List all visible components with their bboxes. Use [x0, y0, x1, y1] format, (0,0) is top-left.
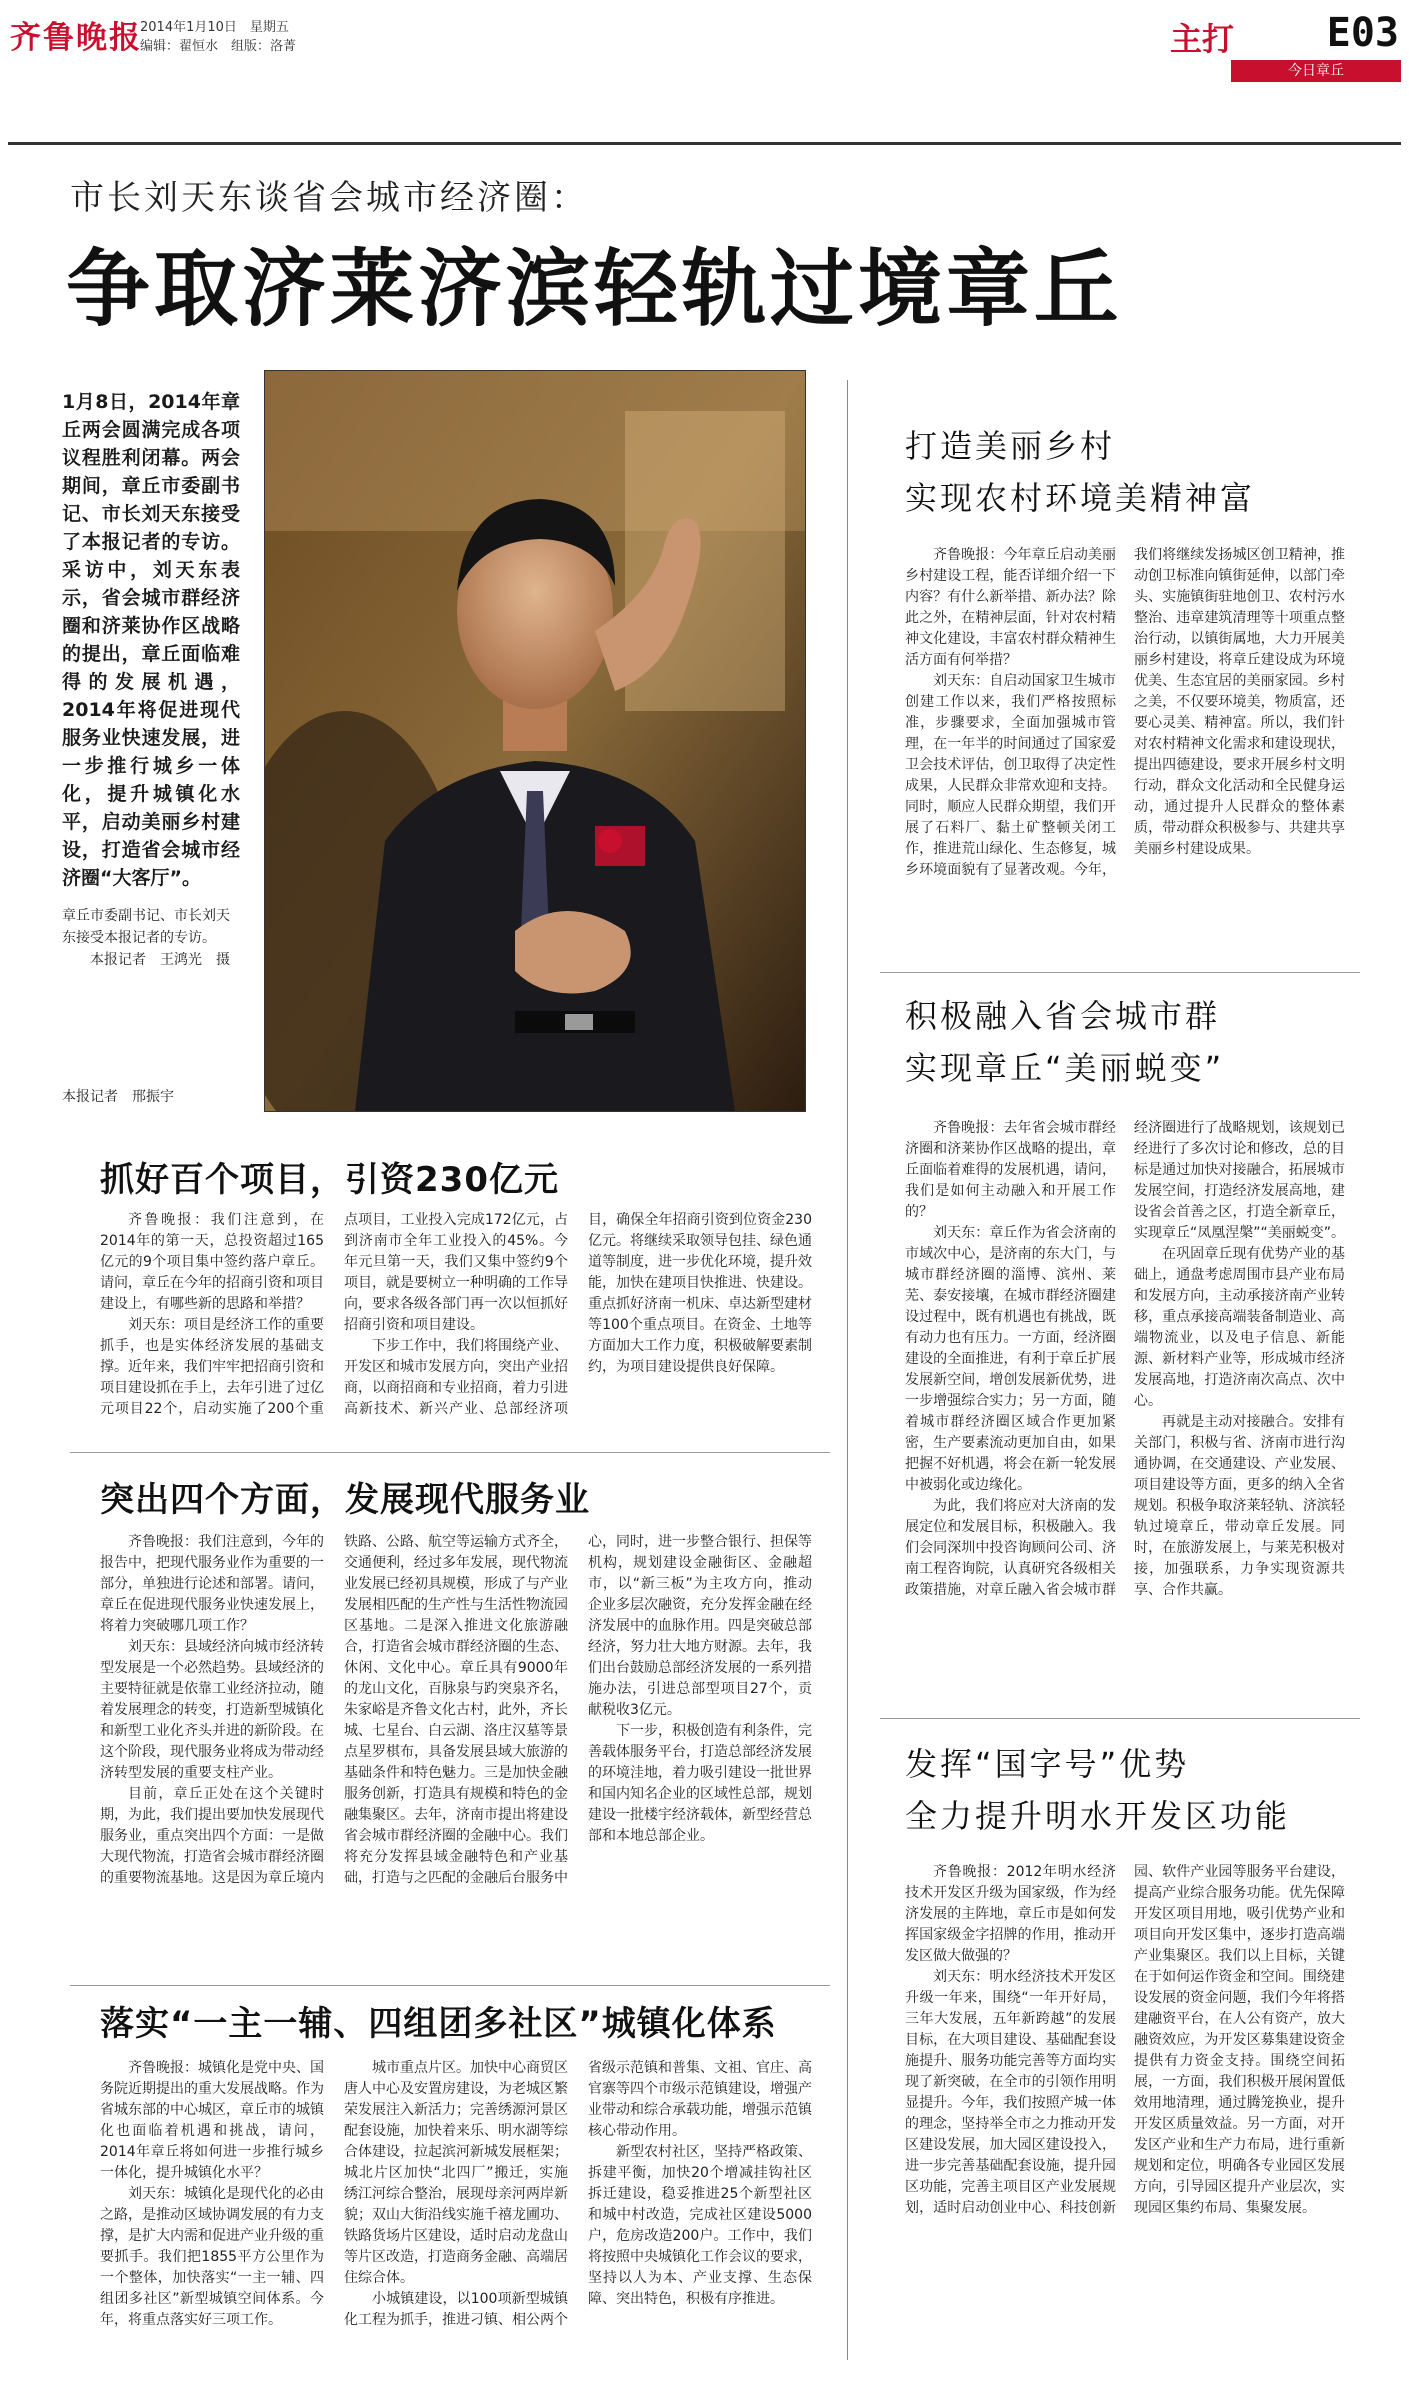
masthead — [0, 0, 1409, 80]
section-divider — [70, 1985, 830, 1986]
kicker: 市长刘天东谈省会城市经济圈： — [70, 178, 588, 218]
section-label: 主打 — [1169, 20, 1234, 58]
date-line: 2014年1月10日 星期五 — [140, 20, 289, 35]
paragraph: 城市重点片区。加快中心商贸区唐人中心及安置房建设，为老城区繁荣发展注入新活力；完善绣源河景区配套设施，加快着来乐、明水湖等综合体建设，拉起滨河新城发展框架；城北片区加快“北四厂”搬迁，实施绣江河综合整治，展现母亲河两岸新貌；双山大街沿线实施千禧龙圃功、铁路货场片区建设，适时启动龙盘山等片区改造，打造商务金融、高端居住综合体。 — [344, 2060, 568, 2286]
section-heading-services: 突出四个方面，发展现代服务业 — [100, 1480, 590, 1520]
section-heading-urbanization: 落实“一主一辅、四组团多社区”城镇化体系 — [100, 2004, 777, 2044]
section-heading-devzone — [905, 1738, 1290, 1842]
paragraph: 再就是主动对接融合。安排有关部门，积极与省、济南市进行沟通协调，在交通建设、产业发展、项目建设等方面，更多的纳入全省规划。积极争取济莱轻轨、济滨轻轨过境章丘，带动章丘发展。同时，在旅游发展上，与莱芜积极对接，加强联系，力争实现资源共享、合作共赢。 — [1134, 1414, 1345, 1598]
paragraph: 为此，我们将应对大济南的发展定位和发展目标，积极融入。我们会同深圳中投咨询顾问公司、济南工程咨询院，认真研究各级相关政策措施，对章丘融入省会城市群经济圈进行了战略规划，该规划已经进行了多次讨论和修改，总的目标是通过加快对接融合，拓展城市发展空间，打造经济发展高地，建设省会首善之区，打造全新章丘，实现章丘“凤凰涅槃”“美丽蜕变”。 — [905, 1120, 1345, 1598]
paragraph: 下一步，积极创造有利条件，完善载体服务平台，打造总部经济发展的环境洼地，着力吸引建设一批世界和国内知名企业的区域性总部，规划建设一批楼宇经济载体，新型经营总部和本地总部企业。 — [588, 1723, 812, 1844]
section-divider — [880, 1718, 1360, 1719]
paragraph: 齐鲁晚报：我们注意到，在2014年的第一天，总投资超过165亿元的9个项目集中签约落户章丘。请问，章丘在今年的招商引资和项目建设上，有哪些新的思路和举措？ — [100, 1212, 324, 1312]
page-number: E03 — [1326, 10, 1399, 56]
paragraph: 刘天东：城镇化是现代化的必由之路，是推动区域协调发展的有力支撑，是扩大内需和促进产业升级的重要抓手。我们把1855平方公里作为一个整体，加快落实“一主一辅、四组团多社区”新型城镇空间体系。今年，将重点落实好三项工作。 — [100, 2186, 324, 2328]
section-heading-line: 积极融入省会城市群 — [905, 997, 1221, 1035]
section-body-village — [905, 545, 1345, 955]
paragraph: 齐鲁晚报：今年章丘启动美丽乡村建设工程，能否详细介绍一下内容？有什么新举措、新办法？除此之外，在精神层面，针对农村精神文化建设，丰富农村群众精神生活方面有何举措？ — [905, 547, 1116, 668]
photo-caption-text: 章丘市委副书记、市长刘天东接受本报记者的专访。 — [62, 908, 230, 946]
section-divider — [880, 972, 1360, 973]
photo-illustration — [265, 371, 805, 1111]
section-heading-line: 发挥“国字号”优势 — [905, 1745, 1190, 1783]
section-body-services — [100, 1532, 812, 1972]
section-body-urbanization — [100, 2058, 812, 2363]
paragraph: 在巩固章丘现有优势产业的基础上，通盘考虑周围市县产业布局和发展方向，主动承接济南产业转移，重点承接高端装备制造业、高端物流业，以及电子信息、新能源、新材料产业等，形成城市经济发展高地，打造济南次高点、次中心。 — [1134, 1246, 1345, 1409]
paragraph: 下步工作中，我们将围绕产业、开发区和城市发展方向，突出产业招商，以商招商和专业招商，着力引进高新技术、新兴产业、总部经济项目，确保全年招商引资到位资金230亿元。将继续采取领导包挂、绿色通道等制度，进一步优化环境，提升效能，加快在建项目快推进、快建设。重点抓好济南一机床、卓达新型建材等100个重点项目。在资金、土地等方面加大工作力度，积极破解要素制约，为项目建设提供良好保障。 — [344, 1212, 812, 1417]
paragraph: 小城镇建设，以100项新型城镇化工程为抓手，推进刁镇、相公两个省级示范镇和普集、文祖、官庄、高官寨等四个市级示范镇建设，增强产业带动和综合承载功能，增强示范镇核心带动作用。 — [344, 2060, 812, 2328]
section-body-projects — [100, 1210, 812, 1436]
interview-photo — [264, 370, 806, 1112]
photo-caption — [62, 905, 240, 971]
paragraph: 刘天东：项目是经济工作的重要抓手，也是实体经济发展的基础支撑。近年来，我们牢牢把招商引资和项目建设抓在手上，去年引进了过亿元项目22个，启动实施了200个重点项目，工业投入完成172亿元，占到济南市全年工业投入的45%。今年元旦第一天，我们又集中签约9个项目，就是要树立一种明确的工作导向，要求各级各部门再一次以恒抓好招商引资和项目建设。 — [100, 1212, 568, 1417]
paragraph: 齐鲁晚报：去年省会城市群经济圈和济莱协作区战略的提出，章丘面临着难得的发展机遇，请问，我们是如何主动融入和开展工作的？ — [905, 1120, 1116, 1220]
paragraph: 刘天东：县域经济向城市经济转型发展是一个必然趋势。县域经济的主要特征就是依靠工业经济拉动，随着发展理念的转变，打造新型城镇化和新型工业化齐头并进的新阶段。在这个阶段，现代服务业将成为带动经济转型发展的重要支柱产业。 — [100, 1639, 324, 1781]
paragraph: 新型农村社区，坚持严格政策、拆建平衡，加快20个增减挂钩社区拆迁建设，稳妥推进25个新型社区和城中村改造，完成社区建设5000户，危房改造200户。工作中，我们将按照中央城镇化工作会议的要求，坚持以人为本、产业支撑、生态保障、突出特色，积极有序推进。 — [588, 2144, 812, 2307]
section-heading-line: 打造美丽乡村 — [905, 427, 1116, 465]
paragraph: 齐鲁晚报：我们注意到，今年的报告中，把现代服务业作为重要的一部分，单独进行论述和部署。请问，章丘在促进现代服务业快速发展上，将着力突破哪几项工作？ — [100, 1534, 324, 1634]
section-body-integration — [905, 1118, 1345, 1708]
top-rule — [8, 142, 1401, 145]
section-heading-integration — [905, 990, 1224, 1094]
reporter-credit: 本报记者 邢振宇 — [62, 1089, 174, 1105]
section-heading-village — [905, 420, 1255, 524]
paragraph: 齐鲁晚报：城镇化是党中央、国务院近期提出的重大发展战略。作为省城东部的中心城区，章丘市的城镇化也面临着机遇和挑战，请问，2014年章丘将如何进一步推行城乡一体化，提升城镇化水平？ — [100, 2060, 324, 2181]
section-heading-projects: 抓好百个项目，引资230亿元 — [100, 1160, 559, 1200]
newspaper-logo: 齐鲁晚报 — [10, 20, 142, 56]
section-heading-line: 实现章丘“美丽蜕变” — [905, 1049, 1225, 1087]
paragraph: 刘天东：明水经济技术开发区升级一年来，围绕“一年开好局，三年大发展，五年新跨越”的发展目标，在大项目建设、基础配套设施提升、服务功能完善等方面均实现了新突破，在全市的引领作用明显提升。今年，我们按照产城一体的理念，坚持举全市之力推动开发区建设发展，加大园区建设投入，进一步完善基础配套设施，提升园区功能，完善主项目区产业发展规划，适时启动创业中心、科技创新园、软件产业园等服务平台建设，提高产业综合服务功能。优先保障开发区项目用地，吸引优势产业和项目向开发区集中，逐步打造高端产业集聚区。我们以上目标，关键在于如何运作资金和空间。围绕建设发展的资金问题，我们今年将搭建融资平台，在人公有资产，放大融资效应，为开发区募集建设资金提供有力资金支持。围绕空间拓展，一方面，我们积极开展闲置低效用地清理，通过腾笼换业，提升开发区质量效益。另一方面，对开发区产业和生产力布局，进行重新规划和定位，明确各专业园区发展方向，引导园区提升产业层次，实现园区集约布局、集聚发展。 — [905, 1864, 1345, 2216]
paragraph: 刘天东：章丘作为省会济南的市域次中心，是济南的东大门，与城市群经济圈的淄博、滨州、莱芜、泰安接壤，在城市群经济圈建设过程中，既有机遇也有挑战，既有动力也有压力。一方面，经济圈建设的全面推进，有利于章丘扩展发展新空间，增创发展新优势，进一步增强综合实力；另一方面，随着城市群经济圈区域合作更加紧密，生产要素流动更加自由，如果把握不好机遇，将会在新一轮发展中被弱化或边缘化。 — [905, 1225, 1116, 1493]
section-body-devzone — [905, 1862, 1345, 2362]
lead-paragraph: 1月8日，2014年章丘两会圆满完成各项议程胜利闭幕。两会期间，章丘市委副书记、市长刘天东接受了本报记者的专访。采访中，刘天东表示，省会城市群经济圈和济莱协作区战略的提出，章丘面临难得的发展机遇，2014年将促进现代服务业快速发展，进一步推行城乡一体化，提升城镇化水平，启动美丽乡村建设，打造省会城市经济圈“大客厅”。 — [62, 391, 240, 889]
paragraph: 齐鲁晚报：2012年明水经济技术开发区升级为国家级，作为经济发展的主阵地，章丘市是如何发挥国家级金字招牌的作用，推动开发区做大做强的？ — [905, 1864, 1116, 1964]
section-heading-line: 实现农村环境美精神富 — [905, 479, 1256, 517]
column-divider — [847, 380, 848, 2360]
photo-credit: 本报记者 王鸿光 摄 — [90, 952, 230, 968]
paragraph: 刘天东：自启动国家卫生城市创建工作以来，我们严格按照标准，步骤要求，全面加强城市管理，在一年半的时间通过了国家爱卫会技术评估，创卫取得了决定性成果，人民群众非常欢迎和支持。同时，顺应人民群众期望，我们开展了石料厂、黏土矿整顿关闭工作，推进荒山绿化、生态修复，城乡环境面貌有了显著改观。今年，我们将继续发扬城区创卫精神，推动创卫标准向镇街延伸，以部门牵头、实施镇街驻地创卫、农村污水整治、违章建筑清理等十项重点整治行动，以镇街属地，大力开展美丽乡村建设，将章丘建设成为环境优美、生态宜居的美丽家园。乡村之美，不仅要环境美，物质富，还要心灵美、精神富。所以，我们针对农村精神文化需求和建设现状，提出四德建设，要求开展乡村文明行动，群众文化活动和全民健身运动，通过提升人民群众的整体素质，带动群众积极参与、共建共享美丽乡村建设成果。 — [905, 547, 1345, 878]
section-heading-line: 全力提升明水开发区功能 — [905, 1797, 1291, 1835]
section-divider — [70, 1452, 830, 1453]
editor-line: 编辑：翟恒水 组版：洛菁 — [140, 39, 297, 54]
paragraph: 目前，章丘正处在这个关键时期，为此，我们提出要加快发展现代服务业，重点突出四个方面：一是做大现代物流，打造省会城市群经济圈的重要物流基地。这是因为章丘境内铁路、公路、航空等运输方式齐全，交通便利，经过多年发展，现代物流业发展已经初具规模，形成了与产业发展相匹配的生产性与生活性物流园区基地。二是深入推进文化旅游融合，打造省会城市群经济圈的生态、休闲、文化中心。章丘具有9000年的龙山文化，百脉泉与趵突泉齐名，朱家峪是齐鲁文化古村，此外，齐长城、七星台、白云湖、洛庄汉墓等景点星罗棋布，具备发展县域大旅游的基础条件和特色魅力。三是加快金融服务创新，打造具有规模和特色的金融集聚区。去年，济南市提出将建设省会城市群经济圈的金融中心。我们将充分发挥县域金融特色和产业基础，打造与之匹配的金融后台服务中心，同时，进一步整合银行、担保等机构，规划建设金融街区、金融超市，以“新三板”为主攻方向，推动企业多层次融资，充分发挥金融在经济发展中的血脉作用。四是突破总部经济，努力壮大地方财源。去年，我们出台鼓励总部经济发展的一系列措施办法，引进总部型项目27个，贡献税收3亿元。 — [100, 1534, 812, 1886]
page-title: 争取济莱济滨轻轨过境章丘 — [66, 240, 1123, 338]
sub-section-badge: 今日章丘 — [1231, 60, 1401, 82]
issue-meta — [140, 18, 296, 56]
